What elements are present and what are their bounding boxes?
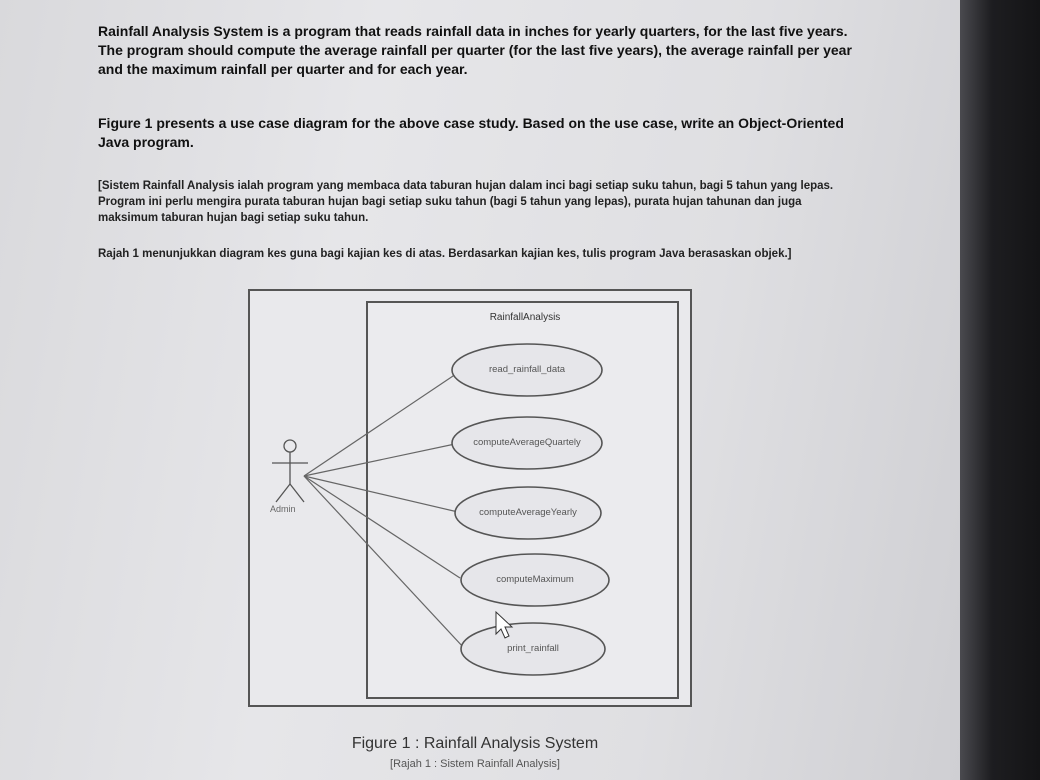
actor-right-leg (290, 484, 304, 502)
association-read (304, 374, 456, 476)
use-case-label-maximum: computeMaximum (496, 574, 574, 585)
question-paragraph-english: Rainfall Analysis System is a program that reads rainfall data in inches for yearly quarters, for the last five years. The program should compute the average rainfall per quarter (for the last five years), the average rainfall per year and the maximum rainfall per quarter and for each year. (98, 23, 852, 77)
associations (304, 374, 464, 648)
system-name: RainfallAnalysis (489, 312, 561, 323)
instruction-paragraph-english: Figure 1 presents a use case diagram for the above case study. Based on the use case, write an Object-Oriented Java program. (98, 115, 844, 150)
association-quarterly (304, 444, 455, 476)
actor-label: Admin (270, 504, 296, 514)
association-print (304, 476, 464, 648)
actor-head (284, 440, 296, 452)
use-case-label-quarterly: computeAverageQuartely (473, 437, 581, 448)
actor-left-leg (276, 484, 290, 502)
association-maximum (304, 476, 460, 578)
question-paragraph-malay: [Sistem Rainfall Analysis ialah program yang membaca data taburan hujan dalam inci bagi setiap suku tahun, bagi 5 tahun yang lepas. Program ini perlu mengira purata taburan hujan bagi setiap suku tahun (bagi 5 tahun yang lepas), purata hujan tahunan dan juga maksimum taburan hujan bagi setiap suku tahun. (98, 180, 834, 224)
actor-figure (272, 440, 308, 502)
figure-caption: Figure 1 : Rainfall Analysis System (351, 735, 599, 752)
use-case-label-read: read_rainfall_data (488, 364, 566, 375)
use-case-label-yearly: computeAverageYearly (479, 507, 577, 518)
monitor-bezel (960, 0, 1040, 780)
instruction-paragraph-malay: Rajah 1 menunjukkan diagram kes guna bagi kajian kes di atas. Berdasarkan kajian kes, tulis program Java berasaskan objek.] (98, 248, 792, 260)
figure-caption-malay: [Rajah 1 : Sistem Rainfall Analysis] (390, 758, 560, 770)
association-yearly (304, 476, 458, 512)
use-case-label-print: print_rainfall (507, 643, 559, 654)
